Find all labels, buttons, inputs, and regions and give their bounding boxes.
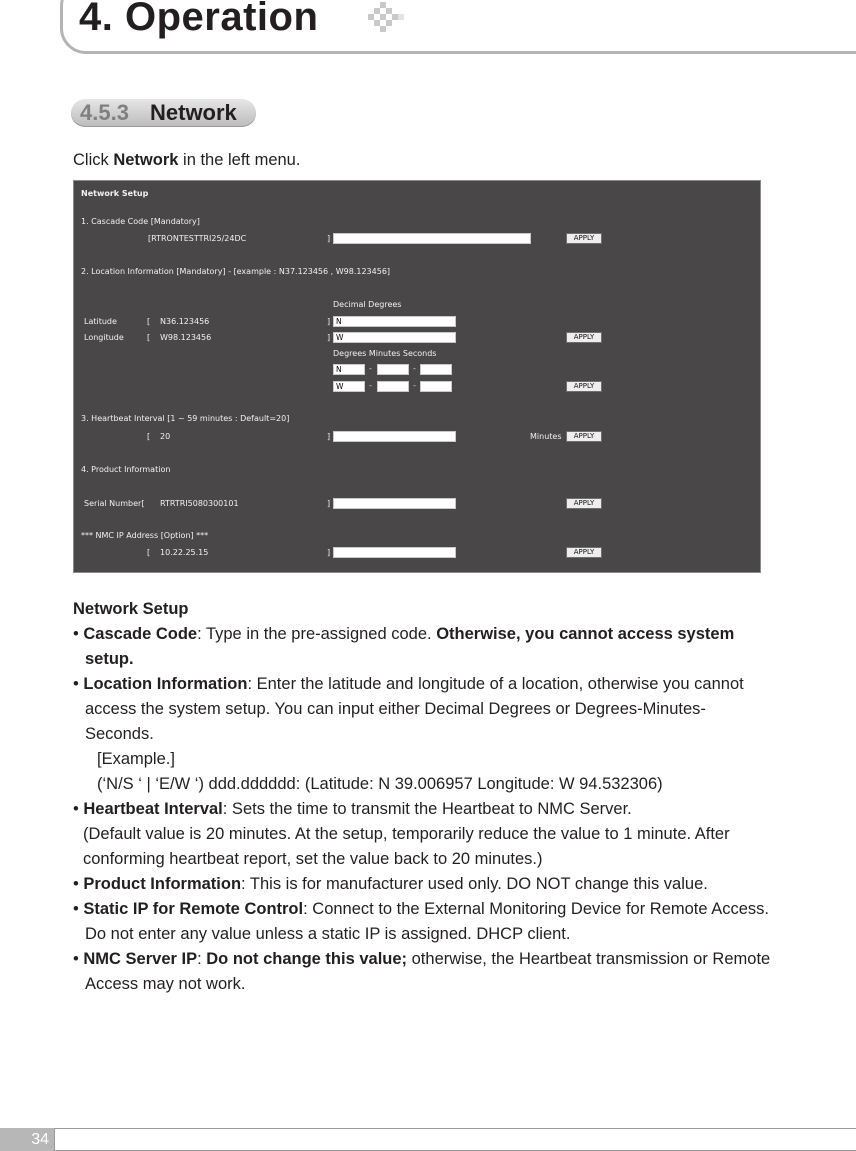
latitude-degrees-input[interactable]: N <box>333 364 365 375</box>
location-dms-apply-button[interactable]: APPLY <box>566 381 602 392</box>
nmc-desc: otherwise, the Heartbeat transmission or Remote Access may not work. <box>85 950 771 993</box>
dms-dash: - <box>369 364 372 373</box>
cascade-code-input[interactable] <box>333 233 531 244</box>
longitude-open-bracket: [ <box>147 333 151 342</box>
cascade-warning: Otherwise, you cannot access system setup. <box>85 625 735 668</box>
latitude-label: Latitude <box>84 317 117 326</box>
cascade-bullet <box>73 622 773 672</box>
longitude-decimal-input[interactable]: W <box>333 332 456 343</box>
location-term: Location Information <box>83 675 248 693</box>
section-title: Network <box>150 100 237 125</box>
product-term: Product Information <box>83 875 242 893</box>
longitude-minutes-input[interactable] <box>377 381 409 392</box>
heartbeat-apply-button[interactable]: APPLY <box>566 431 602 442</box>
dms-dash: - <box>413 381 416 390</box>
latitude-current: N36.123456 <box>160 317 210 326</box>
section-number: 4.5.3 <box>80 100 129 125</box>
product-desc: : This is for manufacturer used only. DO NOT change this value. <box>241 875 708 893</box>
cascade-desc: : Type in the pre-assigned code. <box>197 625 437 643</box>
location-desc: : Enter the latitude and longitude of a location, otherwise you cannot access the system setup. You can input either Decimal Degrees or Degrees-Minutes-Seconds. <box>85 675 744 743</box>
latitude-open-bracket: [ <box>147 317 151 326</box>
heartbeat-bracket: ] <box>327 432 331 441</box>
network-setup-panel <box>73 180 761 573</box>
decimal-degrees-header: Decimal Degrees <box>333 300 402 309</box>
longitude-seconds-input[interactable] <box>420 381 452 392</box>
description-block <box>73 597 773 997</box>
product-apply-button[interactable]: APPLY <box>566 498 602 509</box>
intro-text <box>73 151 300 170</box>
nmc-colon: : <box>197 950 207 968</box>
heartbeat-interval-input[interactable] <box>333 431 456 442</box>
intro-pre: Click <box>73 151 114 169</box>
body-heading: Network Setup <box>73 600 189 618</box>
heartbeat-note: (Default value is 20 minutes. At the setup, temporarily reduce the value to 1 minute. After conforming heartbeat report, set the value back to 20 minutes.) <box>83 825 730 868</box>
checker-decoration-icon <box>368 2 404 32</box>
dms-dash: - <box>413 364 416 373</box>
serial-number-label: Serial Number[ <box>84 499 145 508</box>
bullet: • <box>73 625 79 643</box>
dms-dash: - <box>369 381 372 390</box>
nmc-warning: Do not change this value; <box>206 950 408 968</box>
nmc-bracket: ] <box>327 548 331 557</box>
product-bullet <box>73 872 773 897</box>
longitude-degrees-input[interactable]: W <box>333 381 365 392</box>
nmc-ip-input[interactable] <box>333 547 456 558</box>
bullet: • <box>73 800 79 818</box>
static-ip-term: Static IP for Remote Control <box>83 900 304 918</box>
footer-rule <box>54 1128 856 1151</box>
heartbeat-label: 3. Heartbeat Interval [1 ~ 59 minutes : Default=20] <box>81 414 290 423</box>
cascade-apply-button[interactable]: APPLY <box>566 233 602 244</box>
cascade-label: 1. Cascade Code [Mandatory] <box>81 217 200 226</box>
intro-post: in the left menu. <box>178 151 301 169</box>
heartbeat-unit: Minutes <box>530 432 562 441</box>
longitude-bracket: ] <box>327 333 331 342</box>
nmc-term: NMC Server IP <box>83 950 198 968</box>
serial-number-input[interactable] <box>333 498 456 509</box>
intro-bold: Network <box>113 151 179 169</box>
nmc-open-bracket: [ <box>147 548 151 557</box>
product-label: 4. Product Information <box>81 465 171 474</box>
heartbeat-current: 20 <box>160 432 171 441</box>
latitude-decimal-input[interactable]: N <box>333 316 456 327</box>
heartbeat-open-bracket: [ <box>147 432 151 441</box>
chapter-title: 4. Operation <box>79 0 319 39</box>
serial-number-current: RTRTRI5080300101 <box>160 499 239 508</box>
bullet: • <box>73 675 79 693</box>
nmc-label: *** NMC IP Address [Option] *** <box>81 531 209 540</box>
latitude-bracket: ] <box>327 317 331 326</box>
example-text: (‘N/S ‘ | ‘E/W ‘) ddd.dddddd: (Latitude: N 39.006957 Longitude: W 94.532306) <box>97 775 663 793</box>
location-bullet <box>73 672 773 747</box>
latitude-seconds-input[interactable] <box>420 364 452 375</box>
location-label: 2. Location Information [Mandatory] - [example : N37.123456 , W98.123456] <box>81 267 391 276</box>
bullet: • <box>73 900 79 918</box>
longitude-current: W98.123456 <box>160 333 212 342</box>
bullet: • <box>73 875 79 893</box>
bullet: • <box>73 950 79 968</box>
heartbeat-desc: : Sets the time to transmit the Heartbeat to NMC Server. <box>222 800 632 818</box>
location-decimal-apply-button[interactable]: APPLY <box>566 332 602 343</box>
heartbeat-term: Heartbeat Interval <box>83 800 223 818</box>
cascade-bracket: ] <box>327 234 331 243</box>
heartbeat-bullet <box>73 797 773 822</box>
cascade-current: [RTRONTESTTRI25/24DC <box>148 234 247 243</box>
page-number: 34 <box>0 1128 54 1151</box>
static-ip-desc: : Connect to the External Monitoring Device for Remote Access. Do not enter any value unless a static IP is assigned. DHCP client. <box>85 900 769 943</box>
nmc-bullet <box>73 947 773 997</box>
panel-title: Network Setup <box>81 189 149 198</box>
serial-bracket: ] <box>327 499 331 508</box>
example-label: [Example.] <box>97 750 175 768</box>
nmc-apply-button[interactable]: APPLY <box>566 547 602 558</box>
dms-header: Degrees Minutes Seconds <box>333 349 437 358</box>
longitude-label: Longitude <box>84 333 124 342</box>
cascade-term: Cascade Code <box>83 625 198 643</box>
latitude-minutes-input[interactable] <box>377 364 409 375</box>
nmc-current: 10.22.25.15 <box>160 548 209 557</box>
static-ip-bullet <box>73 897 773 947</box>
